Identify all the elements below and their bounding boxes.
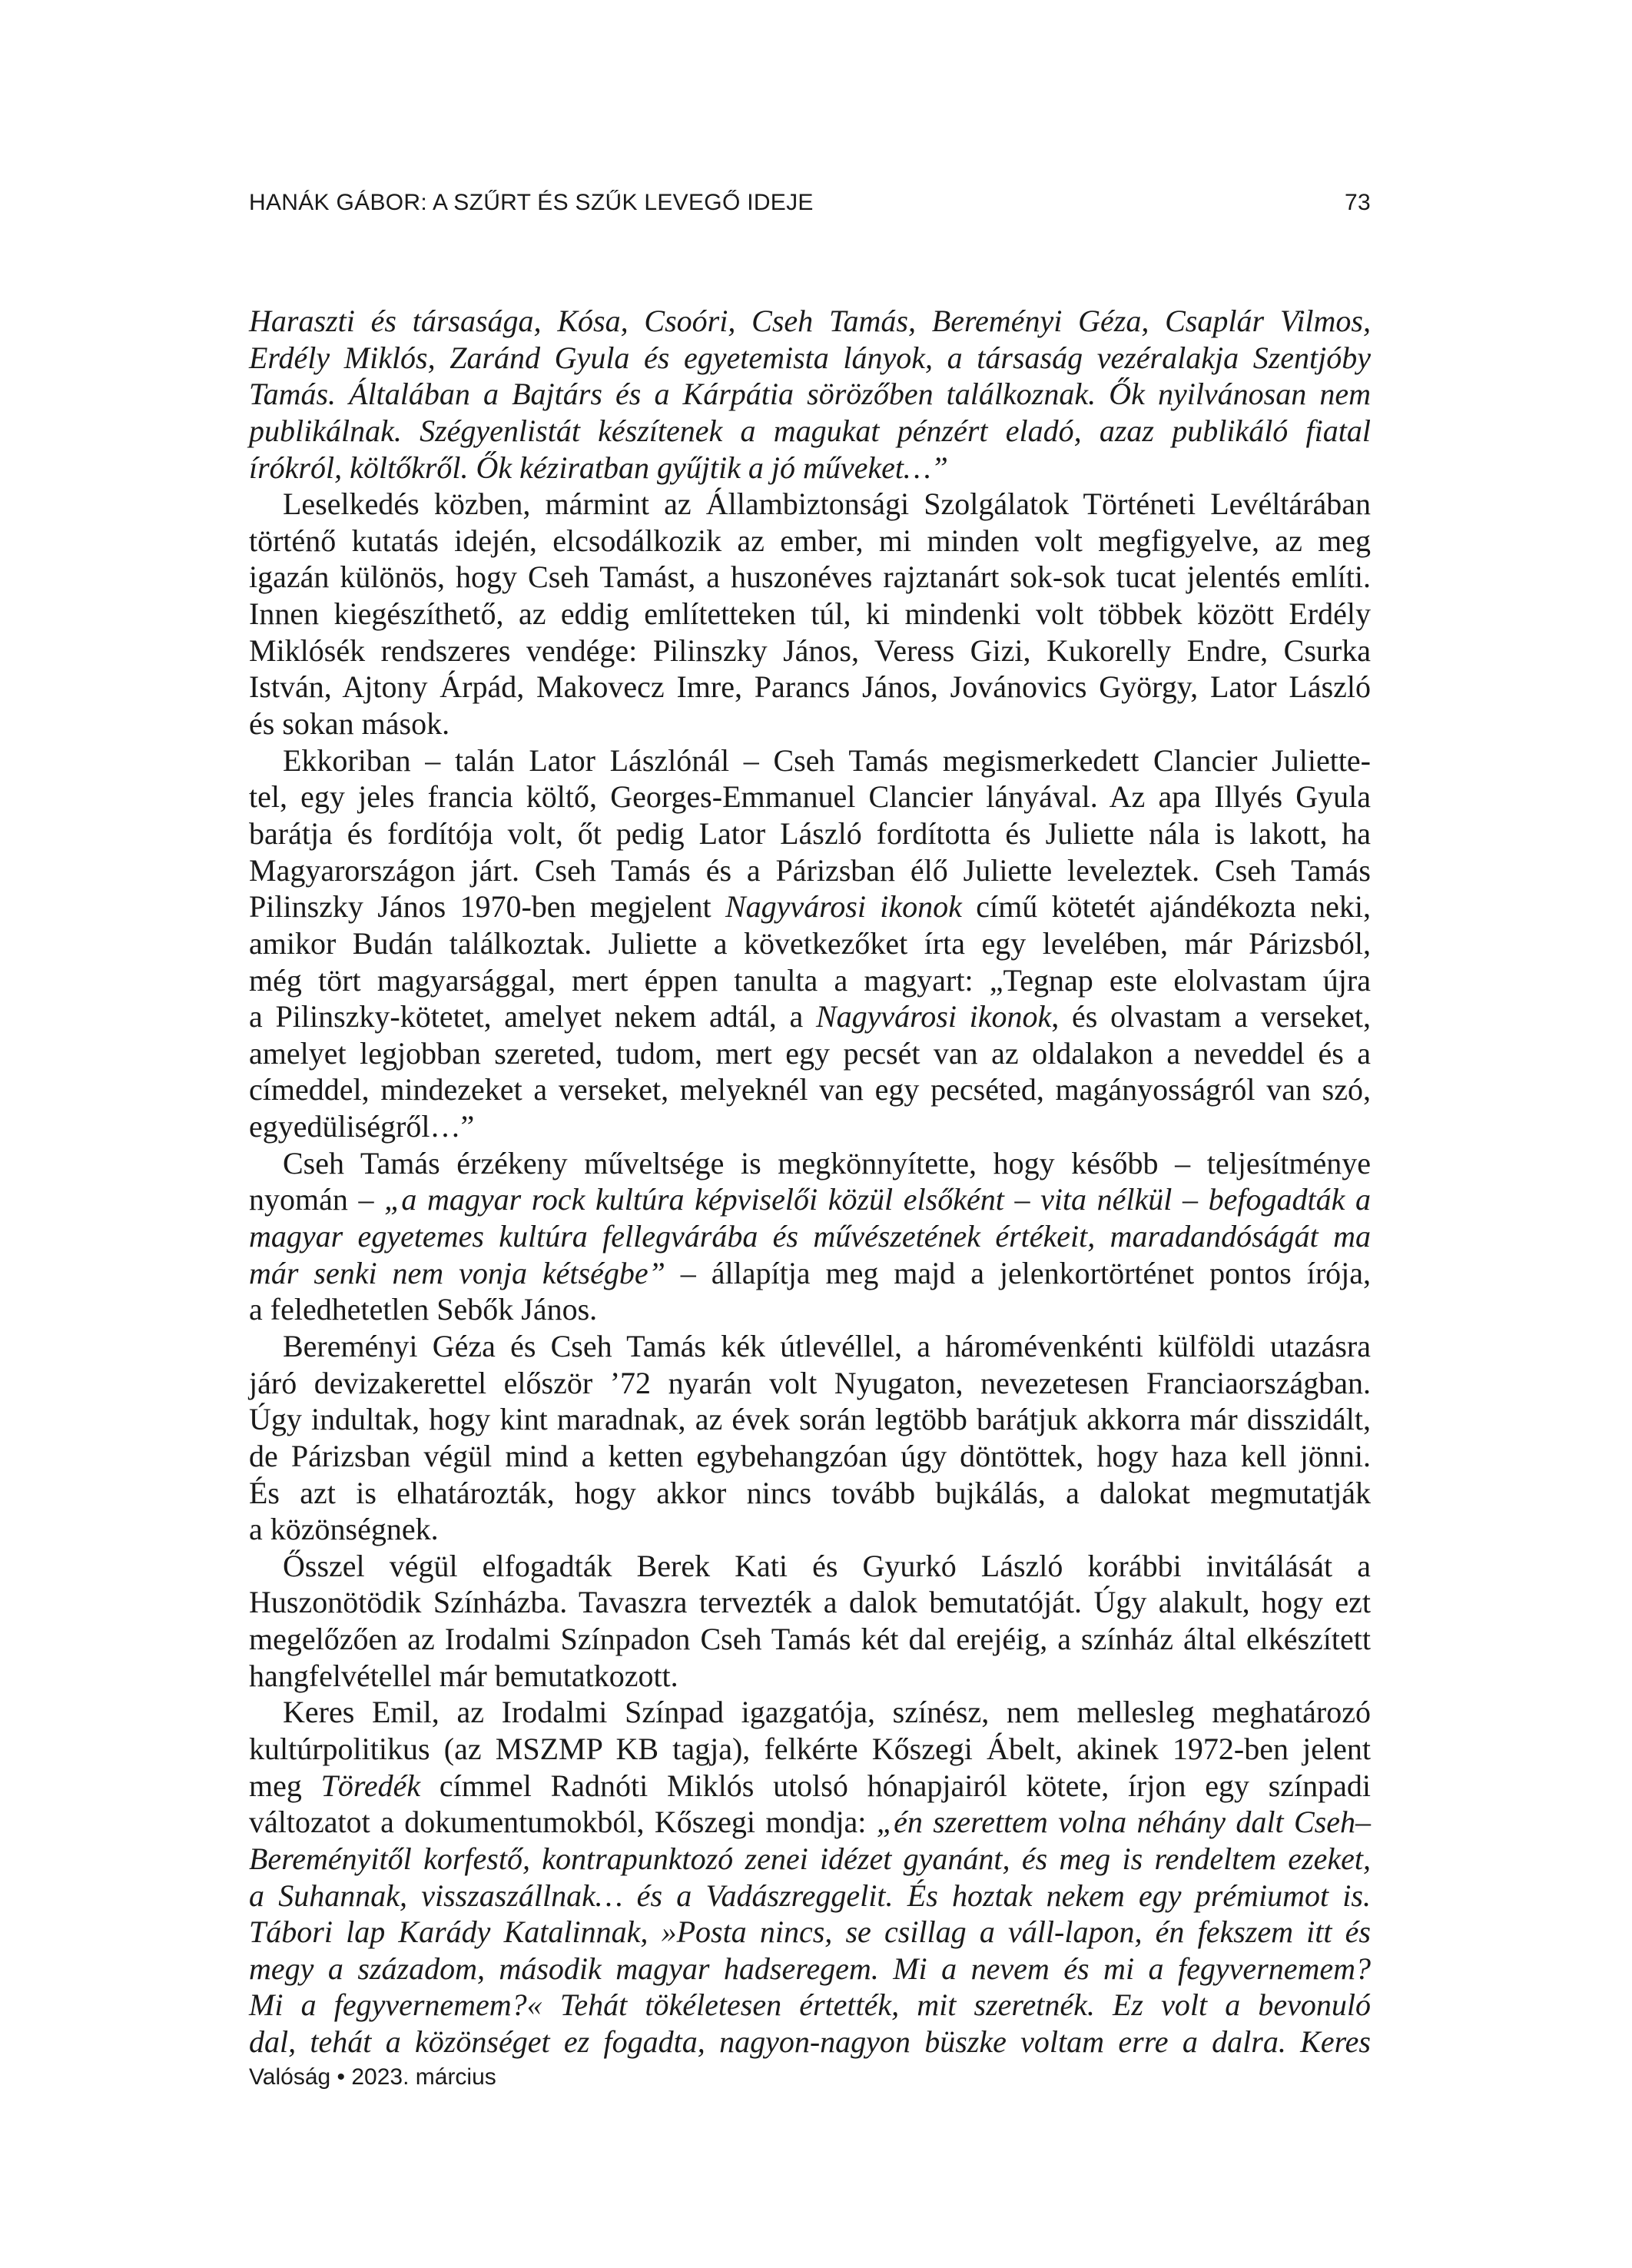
text-line <box>249 998 1371 1035</box>
text-line <box>249 1768 1371 1805</box>
text-segment: Úgy indultak, hogy kint maradnak, az évek során legtöbb barátjuk akkorra már disszidált, <box>249 1402 1371 1437</box>
text-segment: a feledhetetlen Sebők János. <box>249 1292 598 1327</box>
text-line <box>249 779 1371 815</box>
italic-text: írókról, költőkről. Ők kéziratban gyűjtik a jó műveket…” <box>249 450 948 485</box>
italic-text: Nagyvárosi ikonok <box>815 999 1052 1034</box>
text-segment: Ekkoriban – talán Lator Lászlónál – Cseh Tamás megismerkedett Clancier Juliette- <box>283 742 1371 778</box>
text-segment: egyedüliségről…” <box>249 1109 475 1144</box>
text-segment: amikor Budán találkoztak. Juliette a következőket írta egy levelében, már Párizsból, <box>249 925 1371 961</box>
text-line <box>249 1731 1371 1768</box>
italic-text: már senki nem vonja kétségbe” <box>249 1255 665 1290</box>
text-segment: Leselkedés közben, mármint az Állambiztonsági Szolgálatok Történeti Levéltárában <box>283 486 1371 522</box>
italic-text: Mi a fegyvernemem?« Tehát tökéletesen értették, mit szeretnék. Ez volt a bevonuló <box>249 1987 1371 2023</box>
text-segment: címmel Radnóti Miklós utolsó hónapjairól kötete, írjon egy színpadi <box>420 1768 1371 1803</box>
text-line <box>249 1804 1371 1841</box>
text-segment: Miklósék rendszeres vendége: Pilinszky János, Veress Gizi, Kukorelly Endre, Csurka <box>249 633 1371 668</box>
text-line <box>249 962 1371 999</box>
text-line <box>249 1548 1371 1585</box>
italic-text: magyar egyetemes kultúra fellegvárába és művészetének értékeit, maradandóságát ma <box>249 1219 1371 1254</box>
running-header <box>249 188 1371 218</box>
text-segment: , és olvastam a verseket, <box>1051 999 1372 1034</box>
text-segment: És azt is elhatározták, hogy akkor nincs tovább bujkálás, a dalokat megmutatják <box>249 1475 1371 1510</box>
text-segment: hangfelvétellel már bemutatkozott. <box>249 1658 678 1693</box>
text-segment: Keres Emil, az Irodalmi Színpad igazgatója, színész, nem mellesleg meghatározó <box>283 1695 1371 1730</box>
text-line <box>249 1218 1371 1255</box>
text-segment: és sokan mások. <box>249 706 450 742</box>
text-line <box>249 1841 1371 1878</box>
text-line <box>249 1071 1371 1108</box>
text-segment: Pilinszky János 1970-ben megjelent <box>249 889 725 925</box>
text-segment: barátja és fordítója volt, őt pedig Lator László fordította és Juliette nála is lakott, ha <box>249 815 1371 851</box>
text-line <box>249 1401 1371 1438</box>
italic-text: Tábori lap Karády Katalinnak, »Posta nincs, se csillag a váll-lapon, én fekszem itt és <box>249 1914 1371 1950</box>
text-line <box>249 340 1371 377</box>
text-segment: – állapítja meg majd a jelenkortörténet pontos írója, <box>665 1255 1372 1290</box>
italic-text: Tamás. Általában a Bajtárs és a Kárpátia sörözőben találkoznak. Ők nyilvánosan nem <box>249 377 1371 412</box>
text-line <box>249 669 1371 706</box>
text-line <box>249 1108 1371 1145</box>
text-segment: megelőzően az Irodalmi Színpadon Cseh Tamás két dal erejéig, a színház által elkészített <box>249 1622 1371 1657</box>
italic-text: Erdély Miklós, Zaránd Gyula és egyetemista lányok, a társaság vezéralakja Szentjóby <box>249 340 1371 375</box>
italic-text: „én szerettem volna néhány dalt Cseh– <box>876 1805 1371 1840</box>
text-segment: kultúrpolitikus (az MSZMP KB tagja), felkérte Kőszegi Ábelt, akinek 1972-ben jelent <box>249 1731 1371 1766</box>
text-line <box>249 1181 1371 1218</box>
italic-text: Töredék <box>320 1768 421 1803</box>
text-line <box>249 1145 1371 1182</box>
italic-text: „a magyar rock kultúra képviselői közül elsőként – vita nélkül – befogadták a <box>384 1182 1371 1217</box>
text-segment: István, Ajtony Árpád, Makovecz Imre, Parancs János, Jovánovics György, Lator László <box>249 669 1371 705</box>
text-line <box>249 1328 1371 1365</box>
text-segment: Huszonötödik Színházba. Tavaszra tervezték a dalok bemutatóját. Úgy alakult, hogy ezt <box>249 1585 1371 1620</box>
text-line <box>249 486 1371 523</box>
text-segment: Ősszel végül elfogadták Berek Kati és Gyurkó László korábbi invitálását a <box>283 1548 1371 1583</box>
text-line <box>249 852 1371 889</box>
italic-text: dal, tehát a közönséget ez fogadta, nagyon-nagyon büszke voltam erre a dalra. Keres <box>249 2024 1371 2060</box>
text-segment: Magyarországon járt. Cseh Tamás és a Párizsban élő Juliette leveleztek. Cseh Tamás <box>249 852 1371 888</box>
text-line <box>249 2024 1371 2060</box>
text-line <box>249 1035 1371 1072</box>
text-segment: amelyet legjobban szereted, tudom, mert egy pecsét van az oldalakon a neveddel és a <box>249 1035 1371 1071</box>
text-segment: címeddel, mindezeket a verseket, melyeknél van egy pecséted, magányosságról van szó, <box>249 1072 1371 1107</box>
text-line <box>249 450 1371 486</box>
text-segment: a Pilinszky-kötetet, amelyet nekem adtál, a <box>249 999 816 1034</box>
page-footer: Valóság • 2023. március <box>249 2064 496 2090</box>
text-segment: tel, egy jeles francia költő, Georges-Emmanuel Clancier lányával. Az apa Illyés Gyula <box>249 779 1371 815</box>
text-line <box>249 815 1371 852</box>
text-segment: de Párizsban végül mind a ketten egybehangzóan úgy döntöttek, hogy haza kell jönni. <box>249 1438 1371 1473</box>
italic-text: a Suhannak, visszaszállnak… és a Vadászreggelit. És hoztak nekem egy prémiumot is. <box>249 1878 1371 1913</box>
text-segment: Cseh Tamás érzékeny műveltsége is megkönnyítette, hogy később – teljesítménye <box>283 1145 1371 1180</box>
text-line <box>249 1475 1371 1512</box>
text-line <box>249 523 1371 560</box>
italic-text: Haraszti és társasága, Kósa, Csoóri, Cseh Tamás, Bereményi Géza, Csaplár Vilmos, <box>249 304 1371 338</box>
text-line <box>249 1584 1371 1621</box>
article-title: HANÁK GÁBOR: A SZŰRT ÉS SZŰK LEVEGŐ IDEJE <box>249 190 814 215</box>
text-line <box>249 1951 1371 1987</box>
text-line <box>249 742 1371 779</box>
text-line <box>249 1621 1371 1658</box>
text-line <box>249 1291 1371 1328</box>
italic-text: Bereményitől korfestő, kontrapunktozó zenei idézet gyanánt, és meg is rendeltem ezeket, <box>249 1841 1371 1876</box>
text-line <box>249 596 1371 633</box>
text-segment: még tört magyarsággal, mert éppen tanulta a magyart: „Tegnap este elolvastam újra <box>249 962 1371 998</box>
text-segment: Bereményi Géza és Cseh Tamás kék útlevéllel, a háromévenkénti külföldi utazásra <box>283 1328 1371 1363</box>
text-line <box>249 1694 1371 1731</box>
text-line <box>249 1987 1371 2024</box>
italic-text: megy a századom, második magyar hadseregem. Mi a nevem és mi a fegyvernemem? <box>249 1951 1371 1986</box>
text-line <box>249 1914 1371 1951</box>
text-segment: a közönségnek. <box>249 1512 439 1547</box>
text-line <box>249 559 1371 596</box>
text-segment: Innen kiegészíthető, az eddig említetteken túl, ki mindenki volt többek között Erdély <box>249 596 1371 632</box>
text-line <box>249 706 1371 742</box>
text-line <box>249 376 1371 413</box>
text-line <box>249 633 1371 669</box>
text-segment: járó devizakerettel először ’72 nyarán volt Nyugaton, nevezetesen Franciaországban. <box>249 1365 1371 1400</box>
text-segment: történő kutatás idején, elcsodálkozik az ember, mi minden volt megfigyelve, az meg <box>249 523 1371 558</box>
text-line <box>249 1878 1371 1914</box>
text-line <box>249 925 1371 962</box>
page-number: 73 <box>1345 190 1371 215</box>
text-line <box>249 1365 1371 1402</box>
article-body <box>249 303 1371 2060</box>
text-segment: meg <box>249 1768 321 1803</box>
text-line <box>249 888 1371 925</box>
text-line <box>249 1255 1371 1292</box>
text-line <box>249 1438 1371 1475</box>
italic-text: publikálnak. Szégyenlistát készítenek a magukat pénzért eladó, azaz publikáló fiatal <box>249 413 1371 448</box>
text-segment: nyomán – <box>249 1182 385 1217</box>
italic-text: Nagyvárosi ikonok <box>725 889 962 925</box>
text-line <box>249 303 1371 340</box>
text-line <box>249 413 1371 450</box>
text-line <box>249 1511 1371 1548</box>
text-segment: igazán különös, hogy Cseh Tamást, a huszonéves rajztanárt sok-sok tucat jelentés említi. <box>249 560 1371 595</box>
text-segment: változatot a dokumentumokból, Kőszegi mondja: <box>249 1805 877 1840</box>
text-line <box>249 1658 1371 1695</box>
text-segment: című kötetét ajándékozta neki, <box>961 889 1371 925</box>
